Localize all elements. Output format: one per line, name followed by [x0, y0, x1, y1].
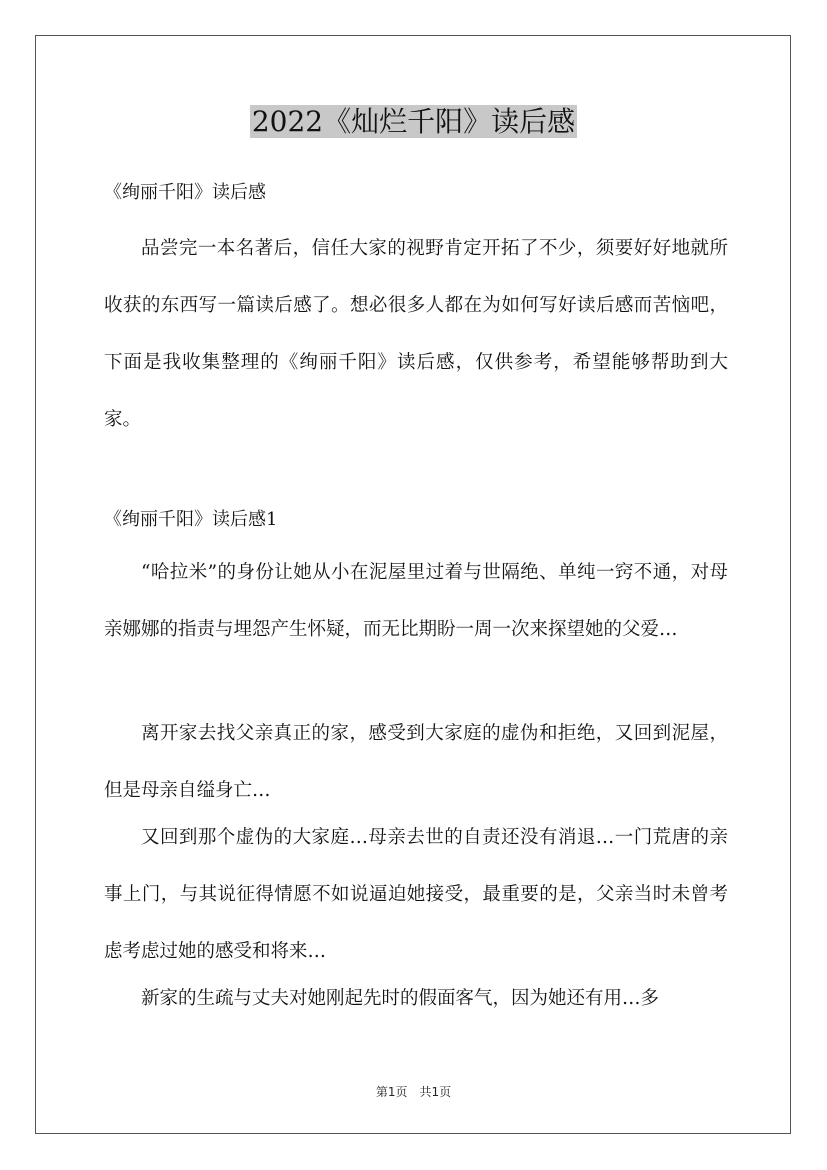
body-paragraph-1: “哈拉米”的身份让她从小在泥屋里过着与世隔绝、单纯一窍不通，对母亲娜娜的指责与埋怨产生怀疑，而无比期盼一周一次来探望她的父爱… — [104, 562, 728, 640]
section-heading-1: 《绚丽千阳》读后感1 — [104, 509, 278, 530]
document-title-text: 2022《灿烂千阳》读后感 — [251, 105, 576, 138]
intro-paragraph: 品尝完一本名著后，信任大家的视野肯定开拓了不少，须要好好地就所收获的东西写一篇读后感了。想必很多人都在为如何写好读后感而苦恼吧，下面是我收集整理的《绚丽千阳》读后感，仅供参考，希望能够帮助到大家。 — [104, 238, 728, 430]
main-heading: 《绚丽千阳》读后感 — [104, 182, 266, 203]
body-paragraph-2: 离开家去找父亲真正的家，感受到大家庭的虚伪和拒绝，又回到泥屋，但是母亲自缢身亡… — [104, 723, 728, 801]
body-paragraph-3: 又回到那个虚伪的大家庭…母亲去世的自责还没有消退…一门荒唐的亲事上门，与其说征得情愿不如说逼迫她接受，最重要的是，父亲当时未曾考虑考虑过她的感受和将来… — [104, 827, 728, 962]
page-footer: 第1页 共1页 — [375, 1085, 452, 1099]
document-title — [0, 100, 827, 144]
body-paragraph-4: 新家的生疏与丈夫对她刚起先时的假面客气，因为她还有用…多 — [141, 988, 660, 1009]
